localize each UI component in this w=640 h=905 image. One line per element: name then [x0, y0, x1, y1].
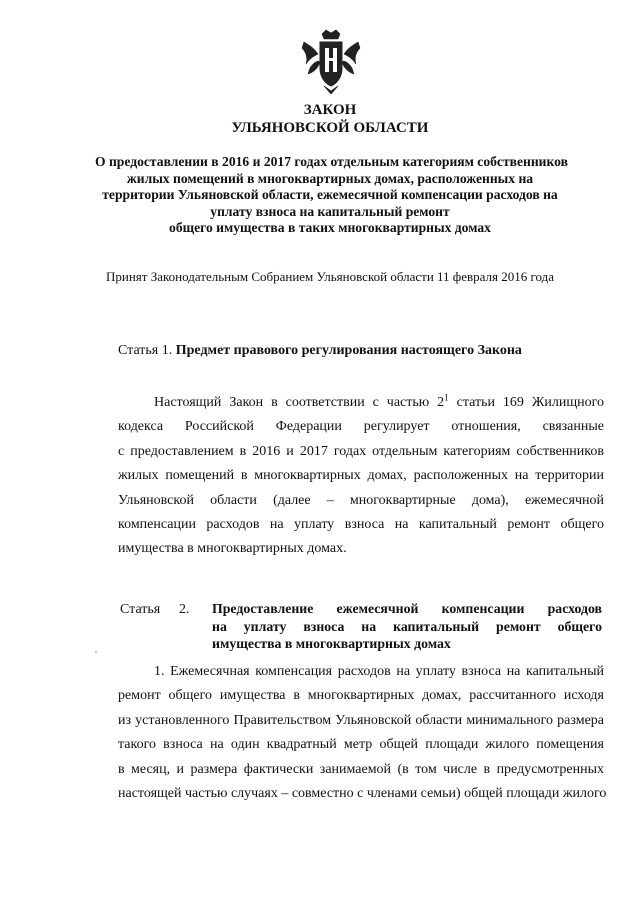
article-2-title-line: Предоставление ежемесячной компенсации расходов: [212, 601, 602, 616]
subject-line: жилых помещений в многоквартирных домах, расположенных на: [126, 170, 534, 186]
article-2-number: 2.: [179, 602, 190, 617]
paragraph-line: Ульяновской области (далее – многоквартирные дома), ежемесячной: [118, 492, 604, 508]
subject-line: О предоставлении в 2016 и 2017 годах отдельным категориям собственников: [95, 154, 568, 169]
paragraph-line: 1. Ежемесячная компенсация расходов на уплату взноса на капитальный: [154, 664, 604, 679]
paragraph-line: такого взноса на один квадратный метр общей площади жилого помещения: [118, 737, 604, 753]
article-1-heading: [118, 343, 522, 359]
coat-of-arms-icon: [300, 28, 362, 96]
article-2-label: Статья: [120, 602, 161, 617]
article-1-title: Предмет правового регулирования настоящего Закона: [175, 343, 522, 358]
paragraph-line: компенсации расходов на уплату взноса на капитальный ремонт общего: [118, 517, 604, 533]
article-2-paragraph: [118, 660, 607, 806]
paragraph-line: жилых помещений в многоквартирных домах, расположенных на территории: [118, 468, 604, 484]
article-1-label: Статья 1.: [118, 343, 173, 358]
article-1-paragraph: [118, 391, 604, 562]
paragraph-line: с предоставлением в 2016 и 2017 годах отдельным категориям собственников: [118, 443, 604, 459]
article-2-title-line: на уплату взноса на капитальный ремонт общего: [212, 618, 602, 634]
article-2-title-line: имущества в многоквартирных домах: [212, 636, 451, 651]
paragraph-line: кодекса Российской Федерации регулирует отношения, связанные: [118, 419, 604, 435]
law-subject: [95, 154, 568, 237]
paragraph-line: настоящей частью случаях – совместно с членами семьи) общей площади жилого: [118, 786, 607, 802]
law-title: [60, 101, 600, 137]
paragraph-line: из установленного Правительством Ульяновской области минимального размера: [118, 712, 604, 728]
paragraph-line: в месяц, и размера фактически занимаемой (в том числе в предусмотренных: [118, 761, 604, 777]
law-word: ЗАКОН: [303, 102, 357, 118]
paragraph-line: Настоящий Закон в соответствии с частью $2^1$ статьи 169 Жилищного: [154, 392, 604, 410]
article-2-title: [212, 600, 602, 653]
adoption-note: Принят Законодательным Собранием Ульяновской области 11 февраля 2016 года: [106, 269, 554, 284]
scan-mark: ,: [95, 645, 97, 654]
superscript: 1: [444, 392, 449, 403]
subject-line: общего имущества в таких многоквартирных домах: [169, 220, 491, 235]
subject-line: территории Ульяновской области, ежемесячной компенсации расходов на: [102, 187, 558, 202]
paragraph-line: ремонт общего имущества в многоквартирных домах, рассчитанного исходя: [118, 688, 604, 704]
subject-line: уплату взноса на капитальный ремонт: [210, 203, 450, 219]
paragraph-line: имущества в многоквартирных домах.: [118, 541, 347, 557]
region-name: УЛЬЯНОВСКОЙ ОБЛАСТИ: [231, 120, 429, 136]
